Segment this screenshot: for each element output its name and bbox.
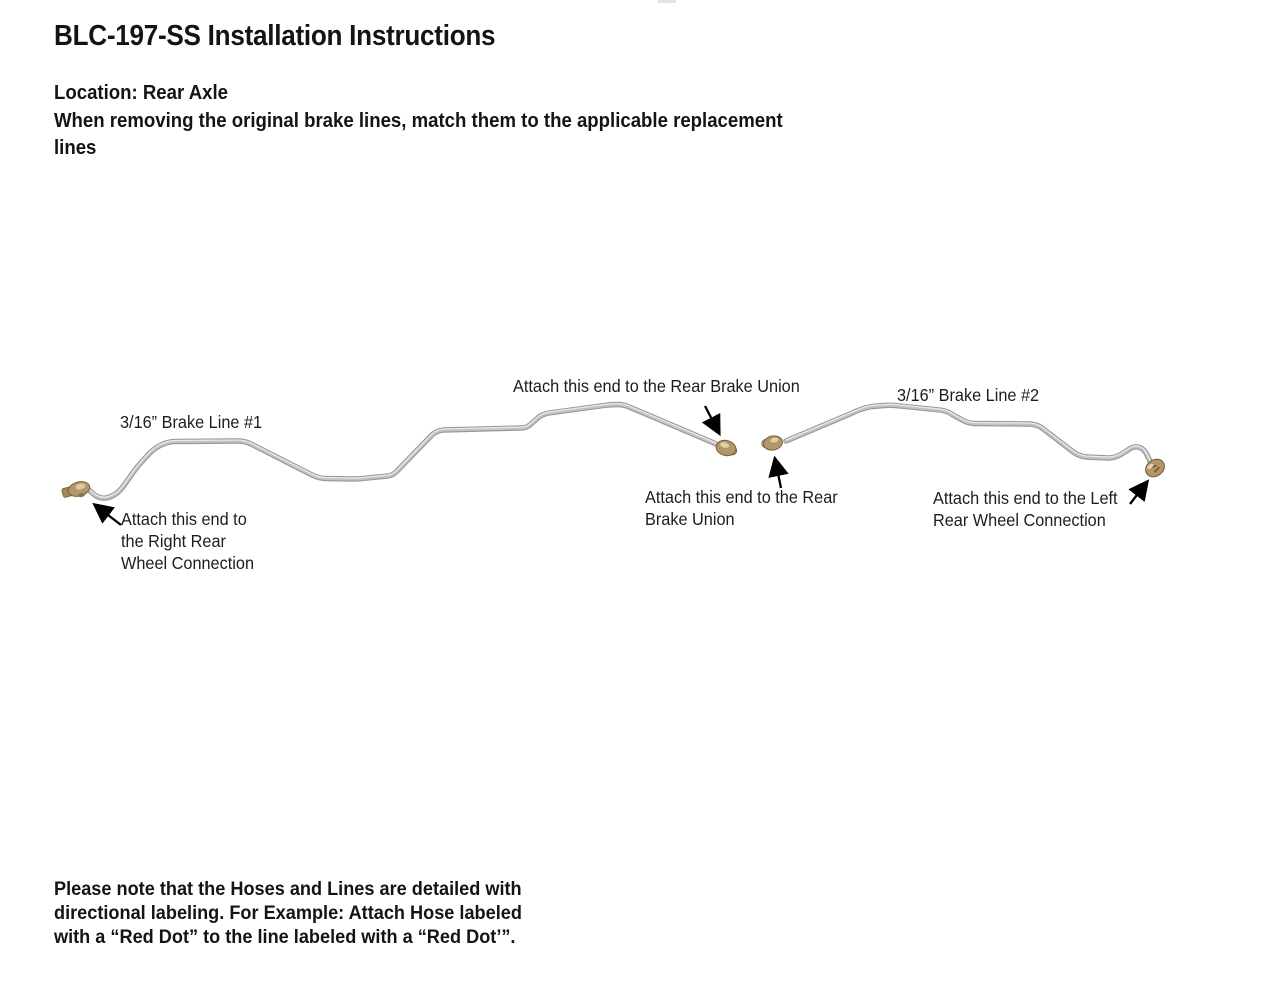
line2-left-fitting xyxy=(761,434,784,452)
footer-note xyxy=(54,878,557,949)
footer-line1: Please note that the Hoses and Lines are detailed with xyxy=(54,878,522,900)
arrow-to-rear-brake-union-line1 xyxy=(705,406,719,433)
location-label: Location: Rear Axle xyxy=(54,82,228,104)
callout-left-rear-wheel: Attach this end to the Left Rear Wheel Connection xyxy=(933,488,1118,530)
intro-text-line1: When removing the original brake lines, match them to the applicable replacement xyxy=(54,109,783,132)
brake-line-2-tube xyxy=(786,404,1153,467)
brake-line-2-label: 3/16” Brake Line #2 xyxy=(897,385,1040,405)
footer-line2: directional labeling. For Example: Attach Hose labeled xyxy=(54,901,522,924)
footer-line3: with a “Red Dot” to the line labeled with a “Red Dot’”. xyxy=(54,925,516,948)
callout-rear-brake-union-line1: Attach this end to the Rear Brake Union xyxy=(513,376,800,396)
brake-line-1-label: 3/16” Brake Line #1 xyxy=(120,412,263,432)
line1-right-fitting xyxy=(714,438,738,458)
arrow-to-left-rear-wheel-end xyxy=(1130,482,1147,504)
intro-text-line2: lines xyxy=(54,137,97,160)
callout-rear-brake-union-line2: Attach this end to the Rear Brake Union xyxy=(645,487,838,529)
page-title: BLC-197-SS Installation Instructions xyxy=(54,20,496,52)
line2-right-fitting xyxy=(1142,456,1168,481)
arrow-to-rear-brake-union-line2 xyxy=(775,459,781,488)
arrow-to-right-rear-wheel-end xyxy=(95,505,121,525)
callout-right-rear-wheel: Attach this end to the Right Rear Wheel Connection xyxy=(121,509,254,573)
line1-left-fitting xyxy=(61,479,92,501)
